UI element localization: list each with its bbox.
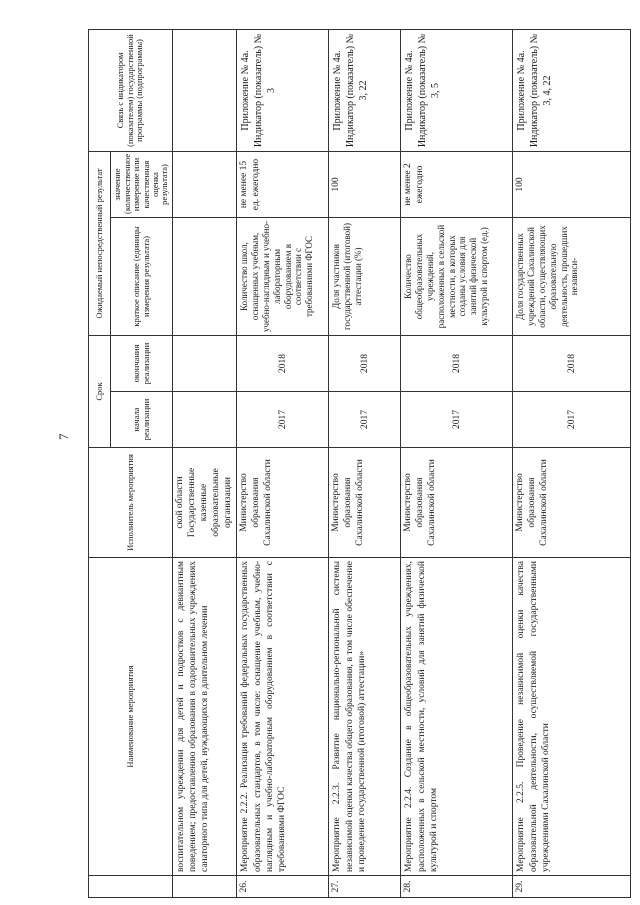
page-number: 7 — [56, 433, 71, 440]
header-link: Связь с индикатором (показателем) государственной программы (подпрограммы) — [89, 30, 173, 152]
row-executor: Министерство образования Сахалинской области — [237, 448, 329, 558]
row-desc: Доля государственных учреждений Сахалинской области, осуществляющих образовательную деятельность, прошедших независи- — [513, 218, 631, 336]
row-value: не менее 2 ежегодно — [401, 152, 513, 218]
row-name: воспитательном учреждении для детей и подростков с девиантным поведением; предоставлению образования в оздоровительных учреждениях санаторного типа для детей, нуждающихся в длительном лечении — [173, 558, 237, 876]
row-desc: Доля участников государственной (итоговой) аттестации (%) — [329, 218, 401, 336]
header-expected: Ожидаемый непосредственный результат — [89, 152, 111, 336]
row-num — [173, 876, 237, 898]
header-value: значение (количественное измерение или качественная оценка результата) — [111, 152, 173, 218]
row-name: Мероприятие 2.2.4. Создание в общеобразовательных учреждениях, расположенных в сельской местности, условий для занятий физической культурой и спортом — [401, 558, 513, 876]
row-start: 2017 — [513, 392, 631, 448]
row-link — [173, 30, 237, 152]
row-end: 2018 — [513, 336, 631, 392]
activities-table — [88, 29, 631, 898]
row-num: 28. — [401, 876, 513, 898]
header-term: Срок — [89, 336, 111, 448]
row-executor: Министерство образования Сахалинской области — [513, 448, 631, 558]
header-short-desc: краткое описание (единицы измерения результата) — [111, 218, 173, 336]
row-link: Приложение № 4а. Индикатор (показатель) № 3 — [237, 30, 329, 152]
row-desc: Количество общеобразовательных учреждений, расположенных в сельской местности, в которых созданы условия для занятий физической культурой и спортом (ед.) — [401, 218, 513, 336]
row-num: 27. — [329, 876, 401, 898]
row-link: Приложение № 4а. Индикатор (показатель) № 3, 4, 22 — [513, 30, 631, 152]
row-num: 26. — [237, 876, 329, 898]
row-link: Приложение № 4а. Индикатор (показатель) № 3, 5 — [401, 30, 513, 152]
row-link: Приложение № 4а. Индикатор (показатель) № 3, 22 — [329, 30, 401, 152]
row-name: Мероприятие 2.2.5. Проведение независимой оценки качества образовательной деятельности, осуществляемой государственными учреждениями Сахалинской области — [513, 558, 631, 876]
row-num: 29. — [513, 876, 631, 898]
header-row-1 — [89, 30, 111, 898]
row-start: 2017 — [329, 392, 401, 448]
row-value — [173, 152, 237, 218]
table-row — [401, 30, 513, 898]
row-executor: Министерство образования Сахалинской области — [329, 448, 401, 558]
header-start: начала реализации — [111, 392, 173, 448]
row-executor: ской области Государственные казенные образовательные организации — [173, 448, 237, 558]
row-end: 2018 — [401, 336, 513, 392]
table-row — [329, 30, 401, 898]
table-row — [513, 30, 631, 898]
row-end — [173, 336, 237, 392]
table-row — [237, 30, 329, 898]
row-start: 2017 — [237, 392, 329, 448]
header-end: окончания реализации — [111, 336, 173, 392]
header-executor: Исполнитель мероприятия — [89, 448, 173, 558]
rotated-table-wrapper — [88, 30, 628, 898]
row-value: 100 — [329, 152, 401, 218]
header-num — [89, 876, 173, 898]
header-name: Наименование мероприятия — [89, 558, 173, 876]
row-desc — [173, 218, 237, 336]
row-start — [173, 392, 237, 448]
row-start: 2017 — [401, 392, 513, 448]
row-executor: Министерство образования Сахалинской области — [401, 448, 513, 558]
row-name: Мероприятие 2.2.3. Развитие национально-региональной системы независимой оценки качества общего образования, в том числе обеспечение и проведение государственной (итоговой) аттестации» — [329, 558, 401, 876]
row-end: 2018 — [329, 336, 401, 392]
row-value: не менее 15 ед. ежегодно — [237, 152, 329, 218]
table-row-continuation — [173, 30, 237, 898]
row-value: 100 — [513, 152, 631, 218]
row-desc: Количество школ, оснащенных учебным, учебно-наглядным и учебно-лабораторным оборудованием в соответствии с требованиями ФГОС — [237, 218, 329, 336]
row-end: 2018 — [237, 336, 329, 392]
row-name: Мероприятие 2.2.2. Реализация требований федеральных государственных образовательных стандартов, в том числе: оснащение учебным, учебно-наглядным и учебно-лабораторным оборудованием в соответствии с требованиями ФГОС — [237, 558, 329, 876]
